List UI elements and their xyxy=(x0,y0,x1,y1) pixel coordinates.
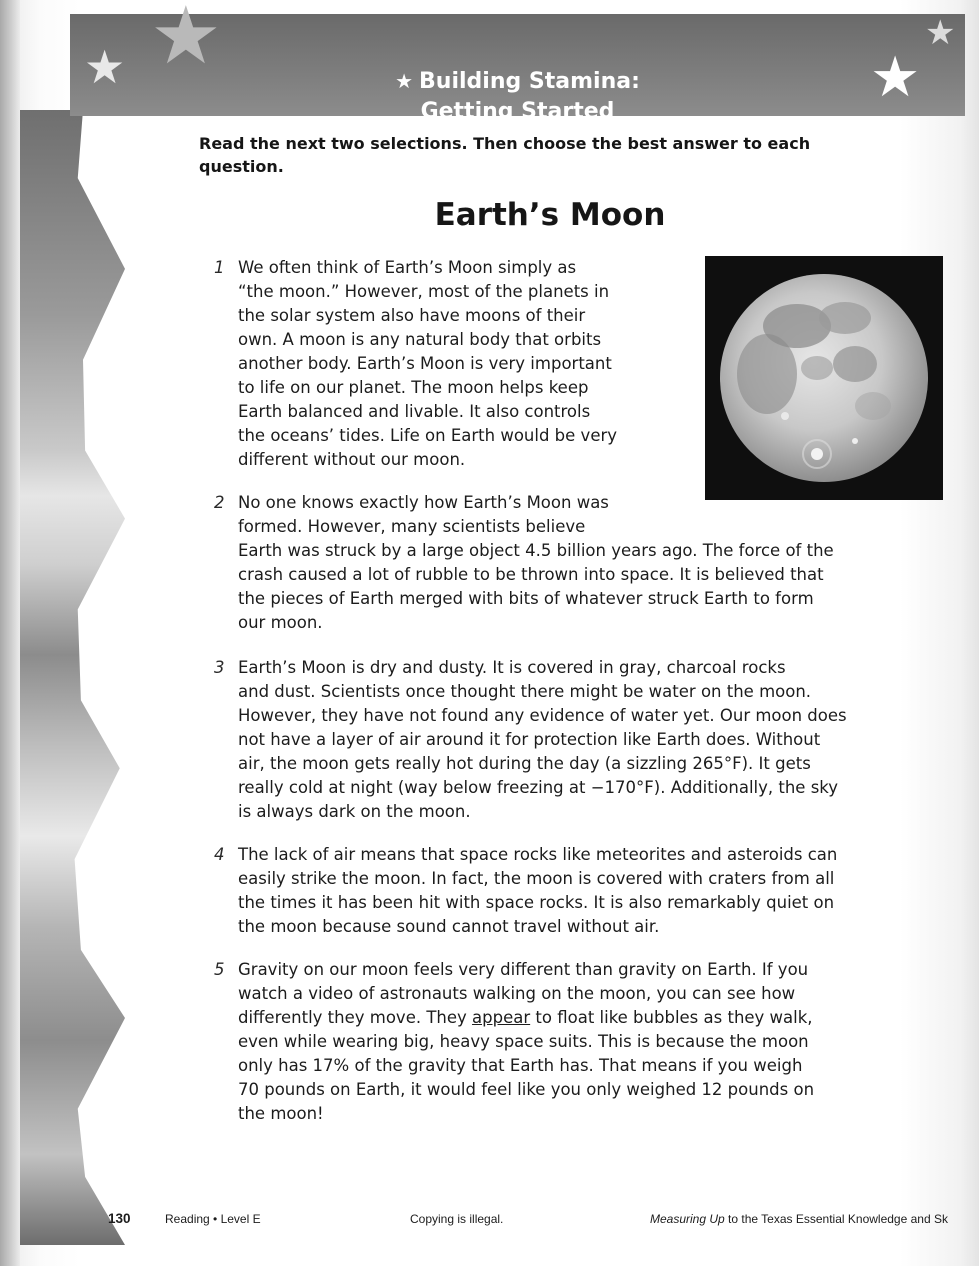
moon-photo xyxy=(705,256,943,500)
section-title xyxy=(70,66,965,127)
paragraph-line: really cold at night (way below freezing at −170°F). Additionally, the sky xyxy=(238,778,839,797)
section-title-line2: Getting Started xyxy=(420,99,615,124)
section-header xyxy=(70,0,965,124)
paragraph-4 xyxy=(214,843,893,939)
line-part: to float like bubbles as they walk, xyxy=(535,1008,813,1027)
paragraph-line: the moon because sound cannot travel without air. xyxy=(238,917,660,936)
paragraph-line: not have a layer of air around it for protection like Earth does. Without xyxy=(238,730,821,749)
line-part: differently they move. They xyxy=(238,1008,467,1027)
footer-series xyxy=(650,1212,948,1230)
paragraph-line: the moon! xyxy=(238,1104,324,1123)
paragraph-1 xyxy=(214,256,668,472)
paragraph-line: “the moon.” However, most of the planets in xyxy=(238,282,610,301)
paragraph-line: air, the moon gets really hot during the day (a sizzling 265°F). It gets xyxy=(238,754,811,773)
paragraph-number: 4 xyxy=(214,845,225,864)
page-number: 130 xyxy=(108,1211,131,1226)
paragraph-line: We often think of Earth’s Moon simply as xyxy=(238,258,577,277)
paragraph-line: Earth’s Moon is dry and dusty. It is covered in gray, charcoal rocks xyxy=(238,658,786,677)
instructions: Read the next two selections. Then choose the best answer to each question. xyxy=(199,134,811,176)
paragraph-line: Earth was struck by a large object 4.5 billion years ago. The force of the xyxy=(238,541,834,560)
paragraph-line: crash caused a lot of rubble to be thrown into space. It is believed that xyxy=(238,565,824,584)
paragraph-line: to life on our planet. The moon helps keep xyxy=(238,378,589,397)
star-icon: ★ xyxy=(870,45,921,110)
paragraph-number: 3 xyxy=(214,658,225,677)
full-moon-photo-icon xyxy=(705,256,943,500)
star-icon: ★ xyxy=(84,40,126,94)
paragraph-line: is always dark on the moon. xyxy=(238,802,471,821)
paragraph-line: the solar system also have moons of their xyxy=(238,306,586,325)
paragraph-line: another body. Earth’s Moon is very important xyxy=(238,354,612,373)
paragraph-number: 1 xyxy=(214,258,225,277)
paragraph-line: the pieces of Earth merged with bits of whatever struck Earth to form xyxy=(238,589,814,608)
paragraph-line: our moon. xyxy=(238,613,323,632)
paragraph-line: the oceans’ tides. Life on Earth would be very xyxy=(238,426,618,445)
paragraph-line: the times it has been hit with space rocks. It is also remarkably quiet on xyxy=(238,893,835,912)
paragraph-line: 70 pounds on Earth, it would feel like you only weighed 12 pounds on xyxy=(238,1080,815,1099)
paragraph-line: different without our moon. xyxy=(238,450,466,469)
paragraph-line: even while wearing big, heavy space suits. This is because the moon xyxy=(238,1032,809,1051)
paragraph-line: and dust. Scientists once thought there might be water on the moon. xyxy=(238,682,812,701)
series-title: Measuring Up xyxy=(650,1212,725,1226)
paragraph-line: easily strike the moon. In fact, the moon is covered with craters from all xyxy=(238,869,835,888)
paragraph-line: own. A moon is any natural body that orbits xyxy=(238,330,602,349)
star-icon: ★ xyxy=(395,69,414,93)
section-title-line1: Building Stamina: xyxy=(419,69,640,94)
footer-copyright: Copying is illegal. xyxy=(410,1212,504,1226)
paragraph-line: Earth balanced and livable. It also controls xyxy=(238,402,591,421)
vocabulary-word: appear xyxy=(472,1008,531,1027)
paragraph-line: Gravity on our moon feels very different than gravity on Earth. If you xyxy=(238,960,809,979)
paragraph-line: The lack of air means that space rocks like meteorites and asteroids can xyxy=(238,845,838,864)
star-icon: ★ xyxy=(150,0,222,82)
paragraph-2 xyxy=(214,491,893,635)
paragraph-3 xyxy=(214,656,893,824)
paragraph-number: 2 xyxy=(214,493,225,512)
paragraph-line xyxy=(238,1006,893,1030)
star-icon: ★ xyxy=(925,13,956,53)
footer-level: Reading • Level E xyxy=(165,1212,261,1226)
book-binding xyxy=(0,0,20,1266)
paragraph-line: formed. However, many scientists believe xyxy=(238,517,586,536)
paragraph-line: only has 17% of the gravity that Earth has. That means if you weigh xyxy=(238,1056,803,1075)
paragraph-line: However, they have not found any evidence of water yet. Our moon does xyxy=(238,706,847,725)
paragraph-line: No one knows exactly how Earth’s Moon was xyxy=(238,493,609,512)
paragraph-number: 5 xyxy=(214,960,225,979)
page-title: Earth’s Moon xyxy=(434,197,666,233)
paragraph-5 xyxy=(214,958,893,1126)
series-subtitle: to the Texas Essential Knowledge and Sk xyxy=(724,1212,948,1226)
paragraph-line: watch a video of astronauts walking on the moon, you can see how xyxy=(238,984,796,1003)
